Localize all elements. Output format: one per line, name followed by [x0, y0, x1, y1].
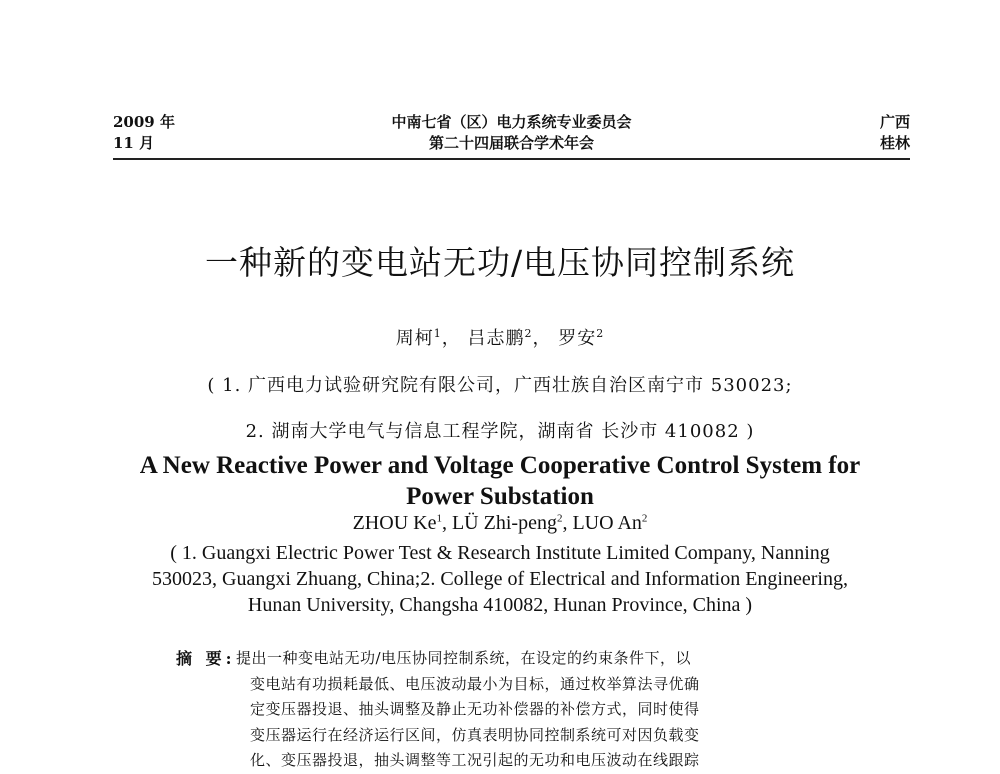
author-name: LUO An — [572, 512, 642, 534]
header-month: 11 月 — [113, 134, 155, 152]
author-affiliation-mark: 2 — [524, 327, 533, 340]
author-affiliation-mark: 1 — [433, 327, 442, 340]
english-affiliations — [95, 540, 905, 618]
chinese-title: 一种新的变电站无功/电压协同控制系统 — [204, 243, 796, 282]
header-province: 广西 — [879, 113, 910, 131]
abstract-line: 提出一种变电站无功/电压协同控制系统，在设定的约束条件下，以 — [236, 649, 692, 667]
page-header — [113, 112, 910, 160]
abstract-line: 化、变压器投退，抽头调整等工况引起的无功和电压波动在线跟踪 — [250, 751, 700, 769]
english-affiliation-line: Hunan University, Changsha 410082, Hunan Province, China ) — [247, 594, 753, 616]
abstract-line: 定变压器投退、抽头调整及静止无功补偿器的补偿方式，同时使得 — [250, 700, 700, 718]
author-affiliation-mark: 2 — [596, 327, 605, 340]
abstract-line: 变压器运行在经济运行区间，仿真表明协同控制系统可对因负载变 — [250, 725, 700, 744]
header-committee: 中南七省（区）电力系统专业委员会 — [391, 113, 632, 131]
english-title — [100, 450, 900, 512]
chinese-authors: 周柯$^1$， 吕志鹏$^2$， 罗安$^2$ — [395, 327, 605, 349]
chinese-affiliation-1: ( 1. 广西电力试验研究院有限公司，广西壮族自治区南宁市 530023; — [207, 375, 793, 396]
author-name: 周柯 — [395, 328, 434, 349]
author-name: LÜ Zhi-peng — [451, 512, 557, 534]
header-meeting: 第二十四届联合学术年会 — [428, 134, 594, 152]
author-name: 吕志鹏 — [467, 328, 525, 349]
header-city: 桂林 — [879, 134, 910, 152]
header-year: 2009 年 — [113, 113, 175, 131]
author-name: 罗安 — [558, 328, 597, 349]
author-name: ZHOU Ke — [352, 512, 437, 534]
english-title-line: A New Reactive Power and Voltage Cooperative Control System for — [139, 452, 861, 479]
header-location — [880, 112, 910, 154]
chinese-affiliation-2: 2. 湖南大学电气与信息工程学院，湖南省 长沙市 410082 ) — [245, 421, 755, 442]
author-affiliation-mark: 2 — [641, 512, 648, 525]
english-title-line: Power Substation — [406, 483, 594, 510]
author-affiliation-mark: 1 — [436, 512, 442, 525]
english-affiliation-line: 530023, Guangxi Zhuang, China;2. College of Electrical and Information Engineering, — [152, 568, 848, 590]
abstract-label: 摘 要: — [176, 649, 236, 668]
english-authors: ZHOU Ke$^1$, LÜ Zhi-peng$^2$, LUO An$^2$ — [352, 512, 648, 534]
english-affiliation-line: ( 1. Guangxi Electric Power Test & Research Institute Limited Company, Nanning — [170, 542, 830, 564]
header-conference — [113, 112, 910, 154]
abstract-line: 变电站有功损耗最低、电压波动最小为目标，通过枚举算法寻优确 — [250, 674, 700, 693]
abstract-body — [236, 646, 850, 774]
author-affiliation-mark: 2 — [556, 512, 563, 525]
